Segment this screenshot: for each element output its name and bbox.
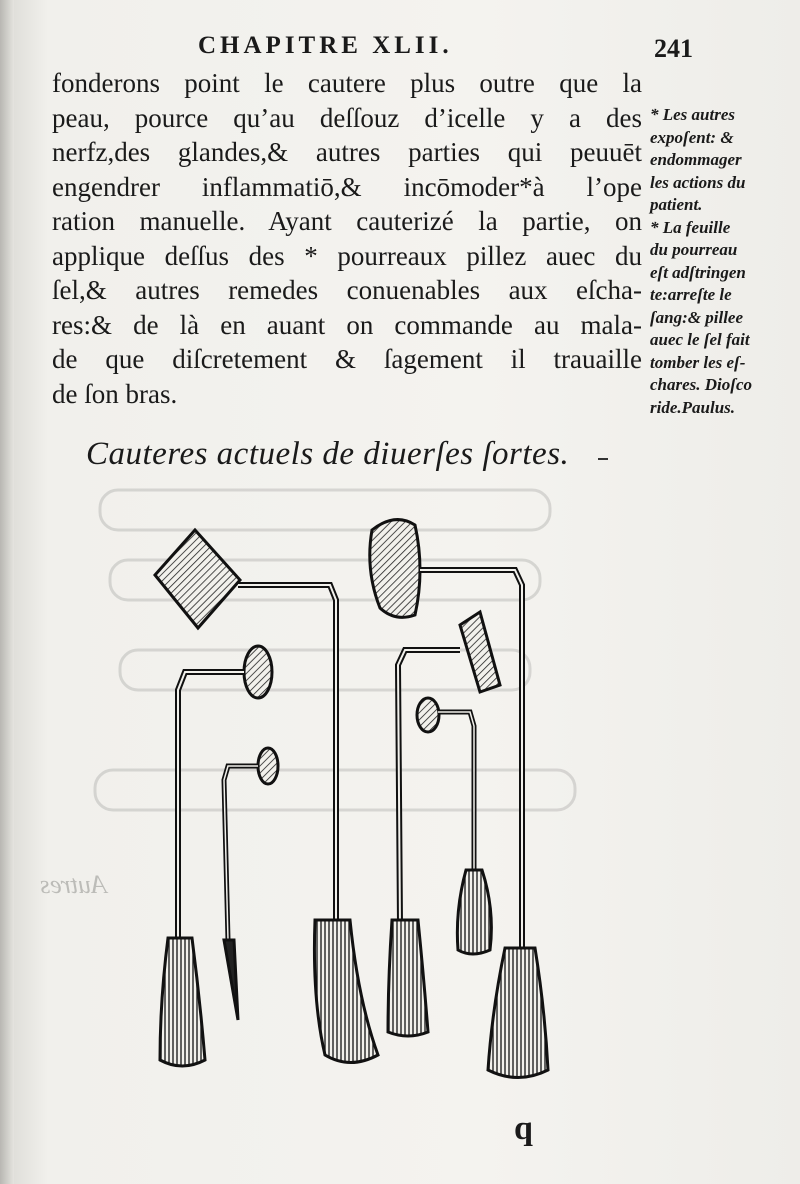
margin-note-line: tomber les eſ- bbox=[650, 352, 746, 372]
body-line: de ſon bras. bbox=[52, 378, 178, 409]
margin-note-line: les actions du bbox=[650, 172, 746, 192]
body-paragraph bbox=[52, 66, 642, 411]
cautery-iron-disc-head bbox=[160, 646, 272, 1066]
margin-note-line: ride.Paulus. bbox=[650, 397, 736, 417]
signature-mark: q bbox=[514, 1110, 533, 1147]
cautery-iron-pointed bbox=[224, 748, 278, 1020]
figure-caption: Cauteres actuels de diuerſes ſortes. bbox=[86, 436, 570, 472]
margin-note-line: chares. Dioſco bbox=[650, 375, 752, 394]
cautery-iron-bulb-handle bbox=[417, 698, 491, 954]
margin-note-line: du pourreau bbox=[650, 240, 738, 259]
margin-note-line: expoſent: & bbox=[650, 127, 734, 147]
margin-note-line: patient. bbox=[650, 195, 703, 214]
bleed-through-word: Autres bbox=[40, 870, 107, 899]
body-line: ſel,& autres remedes conuenables aux eſcha- bbox=[52, 275, 642, 305]
margin-note-line: * Les autres bbox=[650, 105, 735, 124]
margin-note-line: te:arreſte le bbox=[650, 285, 732, 304]
body-line: res:& de là en auant on commande au mala- bbox=[52, 309, 642, 340]
body-line: engendrer inflammatiō,& incōmoder*à l’ope bbox=[52, 171, 642, 202]
page-number: 241 bbox=[654, 34, 693, 63]
body-line: peau, pource qu’au deſſouz d’icelle y a des bbox=[52, 102, 642, 133]
body-line: fonderons point le cautere plus outre que la bbox=[52, 68, 642, 98]
page-header bbox=[0, 32, 800, 66]
margin-note-line: auec le ſel fait bbox=[650, 330, 750, 349]
margin-note-line: endommager bbox=[650, 150, 742, 169]
caption-dash bbox=[598, 458, 608, 460]
running-title: CHAPITRE XLII. bbox=[198, 32, 453, 59]
margin-note-line: eſt adſtringen bbox=[650, 262, 746, 282]
body-line: nerfz,des glandes,& autres parties qui peuuēt bbox=[52, 137, 642, 167]
body-line: applique deſſus des * pourreaux pillez auec du bbox=[52, 240, 642, 271]
body-line: ration manuelle. Ayant cauterizé la partie, on bbox=[52, 206, 642, 236]
margin-note-line: * La feuille bbox=[650, 217, 731, 237]
margin-note-line: ſang:& pillee bbox=[650, 307, 744, 327]
margin-notes bbox=[650, 104, 796, 419]
cautery-iron-cube-head bbox=[388, 612, 500, 1036]
cautery-irons-woodcut bbox=[0, 480, 800, 1120]
body-line: de que diſcretement & ſagement il trauaille bbox=[52, 344, 642, 374]
